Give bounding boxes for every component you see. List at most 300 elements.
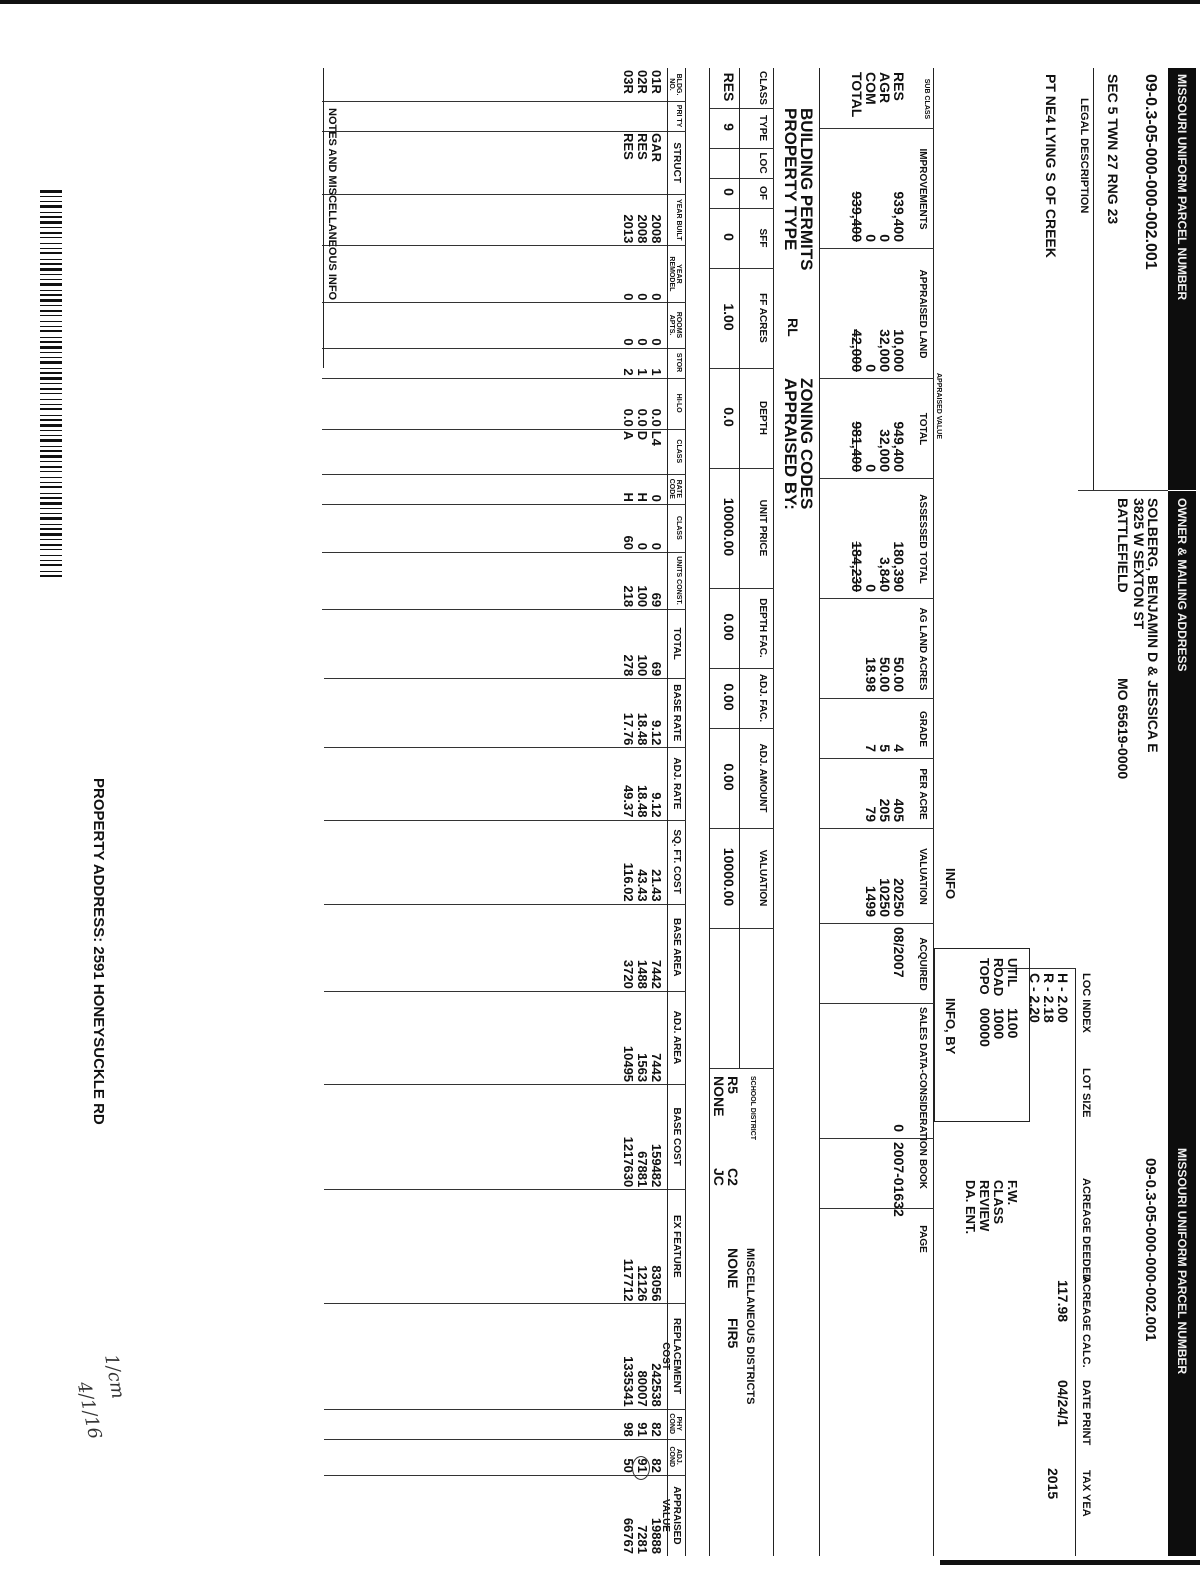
- bldg-header-7: HI-LO: [675, 393, 682, 413]
- appraised-value-label: APPRAISED VALUE: [935, 373, 942, 439]
- bldg-header-1: PRI TY: [675, 104, 682, 128]
- bldg-struct-0: GAR: [649, 133, 664, 163]
- notes-label: NOTES AND MISCELLANEOUS INFO: [326, 108, 338, 301]
- bldg-col-line-18: [324, 1084, 686, 1085]
- land-col-line-9: [710, 668, 774, 669]
- bldg-sqft-2: 116.02: [621, 862, 636, 902]
- barcode-bar: [40, 502, 62, 505]
- bldg-phy-1: 91: [635, 1422, 650, 1437]
- bldg-header-21: PHY COND: [668, 1413, 682, 1435]
- barcode-bar: [40, 310, 62, 312]
- appraisal-header-6: GRADE: [917, 710, 928, 748]
- bldg-no-2: 03R: [621, 70, 636, 94]
- appraisal-header-3: TOTAL: [917, 412, 928, 446]
- land-col-line-1: [710, 108, 774, 109]
- barcode-bar: [40, 346, 62, 349]
- appraisal-header-0: SUB CLASS: [923, 78, 930, 120]
- barcode-bar: [40, 321, 62, 322]
- owner-name: SOLBERG, BENJAMIN D & JESSICA E: [1145, 498, 1161, 753]
- appraisal-assessed-0: 180,390: [891, 541, 907, 592]
- appraisal-grade-0: 4: [891, 744, 907, 752]
- misc-fir5: FIR5: [725, 1318, 741, 1349]
- bldg-header-2: STRUCT: [671, 142, 682, 183]
- bldg-struct-2: RES: [621, 133, 636, 160]
- barcode-bar: [40, 560, 62, 561]
- bldg-adj-2: 50: [621, 1458, 636, 1473]
- bldg-hilo-0: 0.0: [649, 408, 664, 427]
- barcode-bar: [40, 486, 62, 488]
- land-col-line-11: [710, 828, 774, 829]
- util-label: UTIL: [1005, 958, 1020, 987]
- rule-bldg-top: [685, 68, 686, 1556]
- barcode-bar: [40, 446, 62, 447]
- bldg-adj-0: 82: [649, 1458, 664, 1473]
- property-type-label: PROPERTY TYPE: [781, 108, 800, 251]
- barcode-bar: [40, 279, 62, 280]
- bldg-rooms-0: 0: [649, 338, 664, 346]
- barcode-bar: [40, 372, 62, 374]
- bldg-sqft-0: 21.43: [649, 869, 664, 902]
- bldg-header-11: UNITS CONST.: [675, 556, 682, 605]
- barcode-bar: [40, 212, 62, 213]
- school-none: NONE: [711, 1076, 727, 1117]
- bldg-phy-2: 98: [621, 1422, 636, 1437]
- bldg-col-line-19: [324, 1189, 686, 1190]
- rule-land-top: [773, 68, 774, 1556]
- info-by-label: INFO, BY: [943, 998, 958, 1055]
- header-divider: [1168, 490, 1196, 491]
- barcode-bar: [40, 528, 62, 530]
- barcode-bar: [40, 455, 62, 458]
- rule-appraisal-top: [933, 68, 934, 1556]
- land-header-4: SFF: [757, 228, 768, 248]
- barcode-bar: [40, 549, 62, 550]
- bldg-built-0: 2008: [649, 214, 664, 244]
- bldg-uconst-1: 100: [635, 585, 650, 608]
- bldg-col-line-16: [324, 904, 686, 905]
- appraisal-assessed-3: 184,230: [849, 541, 865, 592]
- parcel-number-label-right: MISSOURI UNIFORM PARCEL NUMBER: [1175, 1148, 1189, 1375]
- barcode-bar: [40, 435, 62, 436]
- legal-description-label: LEGAL DESCRIPTION: [1078, 98, 1090, 214]
- barcode-bar: [40, 337, 62, 338]
- loc-index-label: LOC INDEX: [1080, 973, 1092, 1033]
- appraisal-header-4: ASSESSED TOTAL: [917, 494, 928, 584]
- land-header-8: DEPTH FAC.: [757, 598, 768, 658]
- bldg-col-line-7: [322, 378, 686, 379]
- appraisal-valuation-2: 1499: [863, 885, 879, 917]
- land-of: 0: [721, 188, 737, 196]
- appraisal-col-line-7: [820, 758, 934, 759]
- land-header-0: CLASS: [757, 71, 768, 105]
- topo-value: 00000: [977, 1008, 993, 1047]
- barcode-bar: [40, 263, 62, 265]
- land-unit_price: 10000.00: [721, 497, 737, 557]
- barcode-bar: [40, 299, 62, 302]
- bldg-header-20: REPLACEMENT COST: [660, 1318, 682, 1395]
- barcode-bar: [40, 383, 62, 384]
- barcode-bar: [40, 524, 62, 525]
- bldg-col-line-3: [322, 194, 686, 195]
- bldg-header-15: SQ. FT. COST: [671, 829, 682, 894]
- barcode-graphic: [40, 190, 62, 580]
- appraisal-col-line-2: [820, 248, 934, 249]
- loc-index-h: H - 2.00: [1055, 973, 1071, 1023]
- rule-appraisal-bottom: [819, 68, 820, 1556]
- barcode-bar: [40, 361, 62, 364]
- bldg-adj-1: 91: [635, 1458, 650, 1473]
- bldg-sqft-1: 43.43: [635, 869, 650, 902]
- appraisal-col-line-5: [820, 598, 934, 599]
- land-col-line-6: [710, 368, 774, 369]
- land-sff: 0: [721, 233, 737, 241]
- bldg-rate-0: 0: [649, 494, 664, 502]
- barcode-bar: [40, 368, 62, 369]
- land-header-10: ADJ. AMOUNT: [757, 743, 768, 813]
- barcode-bar: [40, 450, 62, 452]
- bldg-base_rate-2: 17.76: [621, 712, 636, 746]
- bldg-phy-0: 82: [649, 1422, 664, 1437]
- barcode-bar: [40, 471, 62, 472]
- barcode-bar: [40, 290, 62, 291]
- rule-land-bottom: [709, 68, 710, 1556]
- barcode-bar: [40, 268, 62, 271]
- appraisal-col-line-12: [820, 1208, 934, 1209]
- bldg-no-1: 02R: [635, 70, 650, 94]
- land-col-line-end: [710, 928, 774, 929]
- bldg-adj_rate-0: 9.12: [649, 792, 664, 818]
- appraisal-header-11: BOOK: [917, 1159, 928, 1189]
- barcode-bar: [40, 243, 62, 244]
- zoning-value: RL: [785, 318, 801, 337]
- bldg-uclass-2: 60: [621, 535, 636, 550]
- bldg-header-19: EX FEATURE: [671, 1215, 682, 1278]
- appraisal-total-0: 949,400: [891, 421, 907, 472]
- land-ff_acres: 1.00: [721, 303, 737, 331]
- land-header-9: ADJ. FAC.: [757, 673, 768, 723]
- land-header-3: OF: [757, 186, 768, 200]
- bldg-col-line-17: [324, 991, 686, 992]
- appraisal-cls-3: TOTAL: [849, 72, 865, 118]
- appraisal-impr-3: 939,400: [849, 191, 865, 242]
- tax-year: 2015: [1045, 1468, 1061, 1500]
- land-depth: 0.0: [721, 407, 737, 427]
- tax-year-label: TAX YEA: [1080, 1470, 1092, 1517]
- topo-label: TOPO: [977, 958, 992, 995]
- appraisal-header-1: IMPROVEMENTS: [917, 148, 928, 230]
- bldg-header-5: ROOMS APTS.: [668, 311, 682, 339]
- appraisal-land-1: 32,000: [877, 329, 893, 372]
- appraisal-acquired-0: 08/2007: [891, 927, 907, 978]
- appraisal-cls-2: COM: [863, 72, 879, 105]
- legal-description: PT NE4 LYING S OF CREEK: [1043, 74, 1059, 258]
- appraisal-impr-2: 0: [863, 234, 879, 242]
- bldg-remodel-2: 0: [621, 293, 636, 301]
- appraisal-per_acre-0: 405: [891, 798, 907, 822]
- bldg-ex_feature-1: 12126: [635, 1265, 650, 1302]
- appraisal-col-line-6: [820, 698, 934, 699]
- appraisal-assessed-1: 3,840: [877, 556, 893, 592]
- barcode-bar: [40, 477, 62, 478]
- bldg-header-10: CLASS: [675, 516, 682, 540]
- appraisal-col-line-3: [820, 378, 934, 379]
- appraisal-header-12: PAGE: [917, 1225, 928, 1253]
- bldg-col-line-9: [322, 474, 686, 475]
- acreage-calc-label: ACREAGE CALC.: [1080, 1276, 1092, 1368]
- bldg-uclass-1: 0: [635, 542, 650, 550]
- land-valuation: 10000.00: [721, 847, 737, 907]
- appraisal-ag_acres-2: 18.98: [863, 656, 879, 692]
- land-col-line-5: [710, 268, 774, 269]
- appraisal-valuation-0: 20250: [891, 878, 907, 917]
- school-r5: R5: [725, 1076, 741, 1094]
- barcode-bar: [40, 357, 62, 358]
- road-label: ROAD: [991, 958, 1006, 997]
- barcode-bar: [40, 517, 62, 520]
- barcode-bar: [40, 252, 62, 254]
- bldg-rate-2: H: [621, 492, 636, 502]
- barcode-bar: [40, 294, 62, 296]
- bldg-stor-1: 1: [635, 368, 650, 376]
- misc-c2: C2: [725, 1168, 741, 1186]
- barcode-bar: [40, 190, 62, 193]
- appraisal-col-line-1: [820, 128, 934, 129]
- appraisal-land-0: 10,000: [891, 329, 907, 372]
- barcode-bar: [40, 461, 62, 462]
- bldg-rooms-1: 0: [635, 338, 650, 346]
- bldg-header-4: YEAR REMODEL: [668, 256, 682, 292]
- appraisal-ag_acres-0: 50.00: [891, 656, 907, 692]
- bldg-header-22: ADJ. COND: [668, 1446, 682, 1468]
- appraisal-impr-0: 939,400: [891, 191, 907, 242]
- bldg-stor-0: 1: [649, 368, 664, 376]
- barcode-bar: [40, 315, 62, 316]
- loc-index-c: C - 2.20: [1027, 973, 1043, 1023]
- rule-location: [1075, 968, 1076, 1556]
- bldg-col-line-22: [324, 1439, 686, 1440]
- barcode-bar: [40, 493, 62, 494]
- misc-jc: JC: [711, 1168, 727, 1186]
- bldg-total-1: 100: [635, 654, 650, 677]
- barcode-bar: [40, 283, 62, 286]
- bldg-no-0: 01R: [649, 70, 664, 94]
- appraisal-total-1: 32,000: [877, 429, 893, 472]
- parcel-number-right: 09-0.3-05-000-000-002.001: [1142, 1158, 1159, 1342]
- owner-city: BATTLEFIELD: [1115, 498, 1131, 593]
- bldg-col-line-1: [322, 101, 686, 102]
- building-permits-label: BUILDING PERMITS: [797, 108, 816, 271]
- barcode-bar: [40, 508, 62, 509]
- bldg-header-9: RATE CODE: [668, 478, 682, 499]
- bldg-base_rate-1: 18.48: [635, 712, 650, 746]
- bldg-ex_feature-2: 117712: [621, 1258, 636, 1302]
- rule-legal: [1093, 68, 1094, 490]
- appraisal-header-5: AG LAND ACRES: [917, 607, 928, 691]
- land-adj_fac: 0.00: [721, 683, 737, 711]
- bldg-adj_rate-1: 18.48: [635, 784, 650, 818]
- bldg-uclass-0: 0: [649, 542, 664, 550]
- rule-notes: [323, 68, 324, 368]
- appraisal-col-line-11: [820, 1138, 934, 1139]
- bldg-base_cost-0: 159482: [649, 1143, 664, 1188]
- barcode-bar: [40, 466, 62, 468]
- owner-divider: [1078, 490, 1168, 491]
- rule-land-mid: [739, 68, 740, 1068]
- appraisal-valuation-1: 10250: [877, 878, 893, 917]
- bldg-rooms-2: 0: [621, 338, 636, 346]
- bldg-header-18: BASE COST: [671, 1107, 682, 1166]
- bldg-header-0: BLDG. NO.: [668, 73, 682, 96]
- appraisal-col-line-4: [820, 478, 934, 479]
- bldg-hilo-1: 0.0: [635, 408, 650, 427]
- bldg-uconst-0: 69: [649, 592, 664, 608]
- land-adj_amount: 0.00: [721, 763, 737, 791]
- bldg-header-16: BASE AREA: [671, 918, 682, 977]
- appraisal-grade-2: 7: [863, 744, 879, 752]
- lot-size-label: LOT SIZE: [1080, 1068, 1092, 1118]
- barcode-bar: [40, 377, 62, 380]
- barcode-bar: [40, 305, 62, 306]
- parcel-number-label: MISSOURI UNIFORM PARCEL NUMBER: [1175, 74, 1189, 301]
- land-class: RES: [721, 72, 737, 102]
- bldg-built-2: 2013: [621, 214, 636, 244]
- bldg-stor-2: 2: [621, 368, 636, 376]
- page-bottom-edge: [940, 1560, 1200, 1565]
- barcode-bar: [40, 408, 62, 410]
- appraisal-total-2: 0: [863, 464, 879, 472]
- barcode-bar: [40, 482, 62, 483]
- handwritten-date: 4/1/16: [72, 1379, 106, 1442]
- land-col-line-2: [710, 148, 774, 149]
- fw-label: F.W.: [1005, 1180, 1020, 1206]
- bldg-base_cost-2: 1217630: [621, 1136, 636, 1188]
- barcode-bar: [40, 205, 62, 208]
- zoning-codes-label: ZONING CODES: [797, 378, 816, 510]
- acreage-deeded-label: ACREAGE DEEDED: [1080, 1178, 1092, 1282]
- bldg-appraised-2: 66767: [621, 1517, 636, 1554]
- barcode-bar: [40, 415, 62, 416]
- barcode-bar: [40, 326, 62, 327]
- bldg-col-line-21: [324, 1409, 686, 1410]
- bldg-class-0: L4: [649, 430, 664, 446]
- land-header-6: DEPTH: [757, 401, 768, 435]
- owner-address-label: OWNER & MAILING ADDRESS: [1175, 498, 1189, 672]
- handwritten-initials: 1/cm: [100, 1352, 129, 1401]
- barcode-bar: [40, 330, 62, 332]
- barcode-bar: [40, 404, 62, 405]
- appraisal-total-3: 981,400: [849, 421, 865, 472]
- bldg-uconst-2: 218: [621, 585, 636, 608]
- bldg-remodel-0: 0: [649, 293, 664, 301]
- barcode-bar: [40, 544, 62, 546]
- appraisal-impr-1: 0: [877, 234, 893, 242]
- bldg-header-17: ADJ. AREA: [671, 1010, 682, 1065]
- bldg-col-line-10: [322, 504, 686, 505]
- barcode-bar: [40, 232, 62, 234]
- bldg-col-line-6: [322, 348, 686, 349]
- appraisal-header-10: SALES DATA-CONSIDERATION: [917, 1007, 928, 1156]
- parcel-card: [150, 68, 1196, 1556]
- bldg-header-13: BASE RATE: [671, 684, 682, 742]
- barcode-bar: [40, 388, 62, 390]
- appraisal-col-line-9: [820, 923, 934, 924]
- appraisal-header-8: VALUATION: [917, 848, 928, 905]
- barcode-bar: [40, 201, 62, 202]
- appraisal-per_acre-2: 79: [863, 806, 879, 822]
- bldg-appraised-1: 7281: [635, 1525, 650, 1554]
- land-col-line-8: [710, 588, 774, 589]
- misc-none: NONE: [725, 1248, 741, 1289]
- appraisal-grade-1: 5: [877, 744, 893, 752]
- appraisal-assessed-2: 0: [863, 584, 879, 592]
- bldg-col-line-2: [322, 131, 686, 132]
- circled-cond-value: [632, 1456, 650, 1480]
- appraisal-header-7: PER ACRE: [917, 768, 928, 820]
- land-col-line-10: [710, 728, 774, 729]
- barcode-bar: [40, 227, 62, 228]
- bldg-base_area-2: 3720: [621, 959, 636, 989]
- bldg-col-line-8: [322, 429, 686, 430]
- bldg-header-8: CLASS: [675, 439, 682, 464]
- barcode-bar: [40, 393, 62, 394]
- bldg-col-line-14: [324, 747, 686, 748]
- da-ent-label: DA. ENT.: [963, 1180, 978, 1235]
- land-col-line-3: [710, 178, 774, 179]
- barcode-bar: [40, 497, 62, 499]
- land-col-line-7: [710, 468, 774, 469]
- bldg-total-0: 69: [649, 661, 664, 677]
- land-depth_fac: 0.00: [721, 613, 737, 641]
- bldg-header-23: APPRAISED VALUE: [660, 1486, 682, 1545]
- bldg-built-1: 2008: [635, 214, 650, 244]
- appraisal-per_acre-1: 205: [877, 798, 893, 822]
- barcode-bar: [40, 419, 62, 421]
- barcode-bar: [40, 341, 62, 343]
- barcode-bar: [40, 259, 62, 260]
- bldg-struct-1: RES: [635, 133, 650, 160]
- appraisal-col-line-8: [820, 828, 934, 829]
- bldg-class-1: D: [635, 430, 650, 441]
- bldg-adj_area-0: 7442: [649, 1053, 664, 1083]
- info-label: INFO: [943, 868, 958, 900]
- land-header-2: LOC: [757, 152, 768, 174]
- appraisal-header-2: APPRAISED LAND: [917, 269, 928, 359]
- appraisal-land-3: 42,000: [849, 329, 865, 372]
- land-header-11: VALUATION: [757, 849, 768, 907]
- rule-bldg-head: [667, 68, 668, 1556]
- land-header-5: FF ACRES: [757, 293, 768, 343]
- barcode-bar: [40, 399, 62, 400]
- header-bar: [1168, 68, 1196, 1556]
- barcode-bar: [40, 539, 62, 540]
- bldg-col-line-20: [324, 1303, 686, 1304]
- bldg-hilo-2: 0.0: [621, 408, 636, 427]
- bldg-col-line-13: [324, 678, 686, 679]
- review-label: REVIEW: [977, 1180, 992, 1232]
- bldg-header-3: YEAR BUILT: [675, 199, 682, 241]
- bldg-adj_rate-2: 49.37: [621, 784, 636, 818]
- land-header-7: UNIT PRICE: [757, 499, 768, 557]
- barcode-bar: [40, 237, 62, 238]
- barcode-bar: [40, 424, 62, 427]
- appraisal-ag_acres-1: 50.00: [877, 656, 893, 692]
- barcode-bar: [40, 352, 62, 353]
- appraised-by-label: APPRAISED BY:: [781, 378, 800, 510]
- land-type: 9: [721, 123, 737, 131]
- barcode-bar: [40, 196, 62, 197]
- appraisal-cls-0: RES: [891, 72, 907, 101]
- bldg-base_rate-0: 9.12: [649, 720, 664, 746]
